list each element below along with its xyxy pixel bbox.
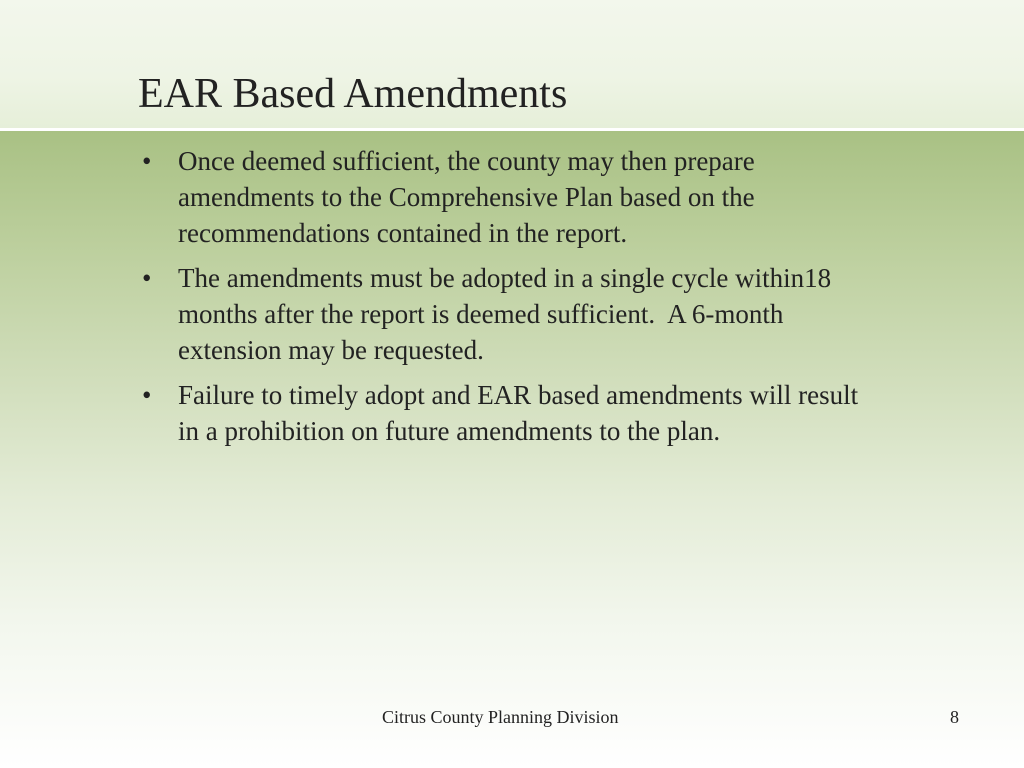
bullet-icon: • bbox=[142, 263, 152, 293]
slide-title: EAR Based Amendments bbox=[138, 71, 568, 117]
list-item bbox=[138, 143, 878, 251]
footer-text: Citrus County Planning Division bbox=[382, 707, 619, 727]
bullet-icon: • bbox=[142, 146, 152, 176]
list-item bbox=[138, 260, 878, 368]
bullet-icon: • bbox=[142, 380, 152, 410]
bullet-text: The amendments must be adopted in a single cycle within18 months after the report is deemed sufficient. A 6-month extension may be requested. bbox=[178, 263, 838, 365]
page-number: 8 bbox=[950, 707, 959, 727]
bullet-text: Failure to timely adopt and EAR based amendments will result in a prohibition on future amendments to the plan. bbox=[178, 380, 859, 446]
list-item bbox=[138, 377, 878, 449]
bullet-text: Once deemed sufficient, the county may then prepare amendments to the Comprehensive Plan based on the recommendations contained in the report. bbox=[178, 146, 755, 248]
bullet-list bbox=[138, 143, 878, 458]
